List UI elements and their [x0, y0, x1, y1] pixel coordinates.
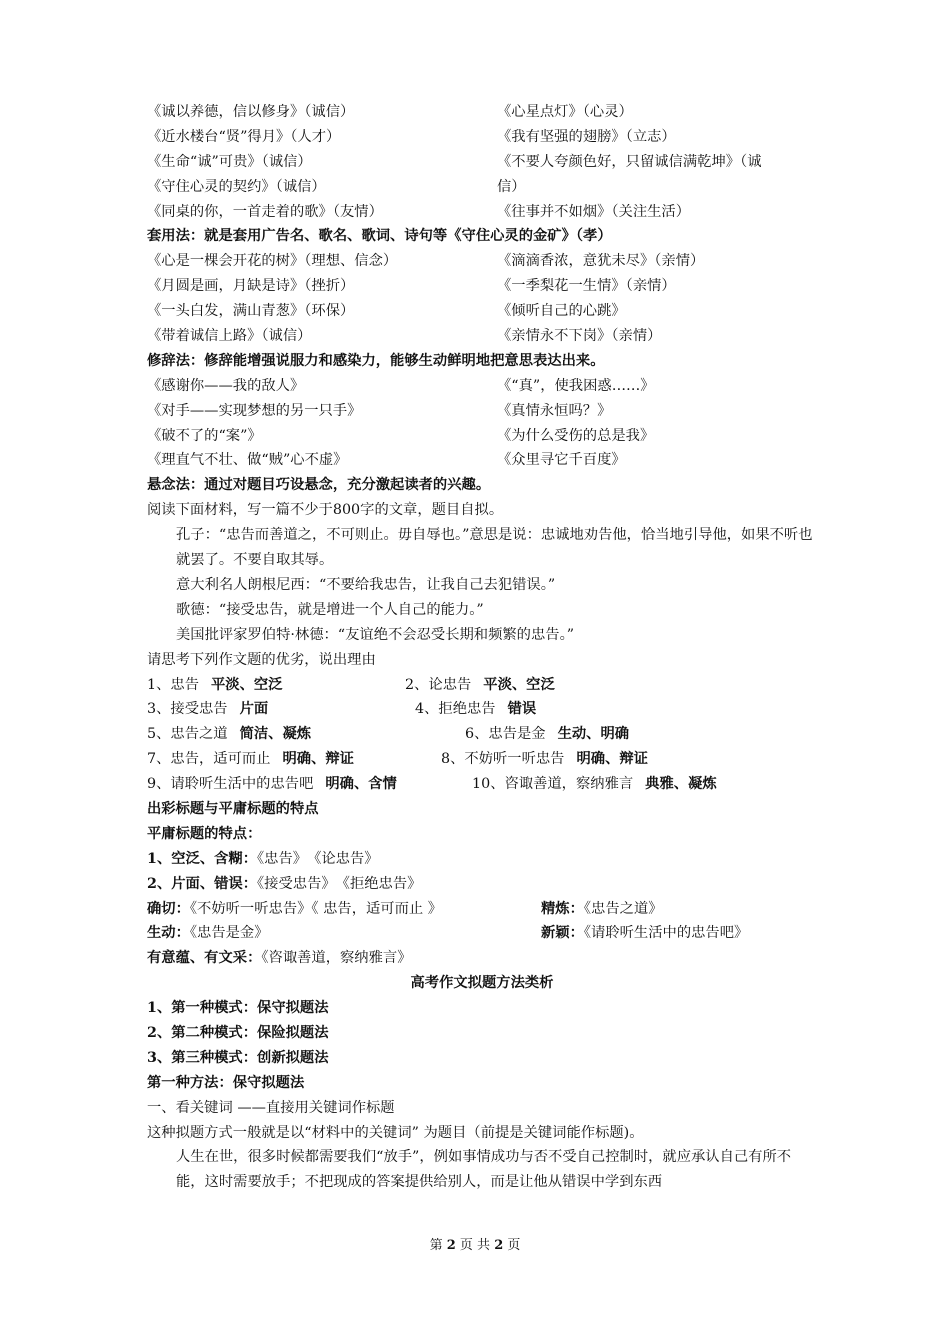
footer-suffix: 页 [503, 1238, 521, 1253]
rating-row [147, 772, 817, 797]
youyiyun-text: 《咨诹善道，察纳雅言》 [261, 950, 412, 967]
rating-cell [147, 722, 465, 747]
quote-lynd: 美国批评家罗伯特·林德：“友谊绝不会忍受长期和频繁的忠告。” [176, 626, 575, 643]
rating-row [147, 673, 817, 698]
mediocre-label: 2、片面、错误： [147, 875, 258, 892]
good-label: 生动： [147, 925, 190, 942]
good-text: 《不妨听一听忠告》《 忠告，适可而止 》 [189, 900, 443, 917]
rating-title: 8、不妨听一听忠告 [441, 751, 565, 768]
rating-row [147, 697, 817, 722]
mediocre-text: 《接受忠告》 《拒绝忠告》 [257, 875, 422, 892]
example-title: 《月圆是画，月缺是诗》（挫折） [147, 278, 355, 295]
good-label: 确切： [147, 900, 190, 917]
rating-title: 7、忠告，适可而止 [147, 751, 271, 768]
mediocre-text: 《忠告》 《论忠告》 [257, 850, 379, 867]
good-label: 精炼： [541, 900, 584, 917]
mode-item: 2、第二种模式：保险拟题法 [147, 1024, 329, 1041]
rating-cell [147, 772, 472, 797]
example-title: 信） [497, 178, 526, 195]
mode-item: 1、第一种模式：保守拟题法 [147, 1000, 329, 1017]
rating-title: 1、忠告 [147, 676, 199, 693]
mediocre-item [147, 872, 817, 897]
example-row [147, 324, 817, 349]
think-prompt: 请思考下列作文题的优劣，说出理由 [147, 651, 376, 668]
method1-sub: 一、看关键词 ——直接用关键词作标题 [147, 1099, 395, 1116]
rating-verdict: 平淡、空泛 [211, 676, 283, 693]
rating-title: 6、忠告是金 [465, 726, 546, 743]
rating-verdict: 明确、辩证 [282, 751, 354, 768]
example-title: 《近水楼台“贤”得月》（人才） [147, 128, 341, 145]
mediocre-item [147, 847, 817, 872]
section-title: 高考作文拟题方法类析 [410, 975, 554, 992]
example-row [147, 274, 817, 299]
method1-paragraph: 人生在世，很多时候都需要我们“放手”，例如事情成功与否不受自己控制时，就应承认自己有所不能，这时需要放手；不把现成的答案提供给别人，而是让他从错误中学到东西 [176, 1149, 792, 1191]
rating-cell [147, 747, 441, 772]
good-text: 《请聆听生活中的忠告吧》 [583, 925, 749, 942]
rating-verdict: 平淡、空泛 [483, 676, 555, 693]
example-title: 《亲情永不下岗》（亲情） [497, 328, 662, 345]
example-title: 《破不了的“案”》 [147, 427, 262, 444]
taoyong-heading: 套用法：就是套用广告名、歌名、歌词、诗句等《守住心灵的金矿》（孝） [147, 228, 612, 245]
quote-confucius: 孔子：“忠告而善道之，不可则止。毋自辱也。”意思是说：忠诚地劝告他，恰当地引导他，如果不听也就罢了。不要自取其辱。 [176, 527, 813, 569]
example-row [147, 150, 817, 175]
rating-title: 10、咨诹善道，察纳雅言 [472, 776, 634, 793]
title-examples-list-1 [147, 100, 817, 224]
example-row [147, 374, 817, 399]
example-title: 《生命“诚”可贵》（诚信） [147, 153, 312, 170]
xuannian-heading: 悬念法：通过对题目巧设悬念，充分激起读者的兴趣。 [147, 477, 491, 494]
example-title: 《带着诚信上路》（诚信） [147, 328, 312, 345]
mediocre-heading: 平庸标题的特点： [147, 825, 262, 842]
rating-verdict: 片面 [239, 701, 269, 718]
rating-title: 5、忠告之道 [147, 726, 228, 743]
rating-row [147, 747, 817, 772]
rating-verdict: 错误 [507, 701, 537, 718]
example-title: 《滴滴香浓，意犹未尽》（亲情） [497, 253, 705, 270]
title-examples-list-3 [147, 374, 817, 474]
footer-prefix: 第 [429, 1238, 447, 1253]
rating-cell [405, 673, 555, 698]
quote-goethe: 歌德：“接受忠告，就是增进一个人自己的能力。” [176, 601, 484, 618]
material-intro: 阅读下面材料，写一篇不少于800字的文章，题目自拟。 [147, 502, 504, 519]
rating-verdict: 典雅、凝炼 [645, 776, 717, 793]
youyiyun-label: 有意蕴、有文采： [147, 950, 262, 967]
example-title: 《心是一棵会开花的树》（理想、信念） [147, 253, 398, 270]
rating-verdict: 明确、含情 [325, 776, 397, 793]
example-title: 《同桌的你，一首走着的歌》（友情） [147, 203, 383, 220]
method1-desc: 这种拟题方式一般就是以“材料中的关键词” 为题目（前提是关键词能作标题)。 [147, 1124, 644, 1141]
rating-title: 2、论忠告 [405, 676, 472, 693]
mode-item: 3、第三种模式：创新拟题法 [147, 1049, 329, 1066]
xiuci-heading: 修辞法：修辞能增强说服力和感染力，能够生动鲜明地把意思表达出来。 [147, 352, 605, 369]
example-title: 《理直气不壮、做“贼”心不虚》 [147, 452, 348, 469]
rating-verdict: 简洁、凝炼 [239, 726, 312, 743]
rating-row [147, 722, 817, 747]
example-title: 《感谢你——我的敌人》 [147, 377, 305, 394]
good-label: 新颖： [541, 925, 584, 942]
example-title: 《我有坚强的翅膀》（立志） [497, 128, 676, 145]
example-title: 《对手——实现梦想的另一只手》 [147, 402, 362, 419]
example-row [147, 249, 817, 274]
rating-cell [147, 697, 415, 722]
title-ratings-list [147, 673, 817, 797]
rating-title: 4、拒绝忠告 [415, 701, 496, 718]
rating-cell [441, 747, 648, 772]
rating-cell [147, 673, 405, 698]
mediocre-label: 1、空泛、含糊： [147, 850, 258, 867]
footer-page-number: 2 [446, 1238, 456, 1253]
rating-cell [465, 722, 629, 747]
example-title: 《心星点灯》（心灵） [497, 104, 633, 120]
example-title: 《为什么受伤的总是我》 [497, 427, 655, 444]
quote-langnisi: 意大利名人朗根尼西：“不要给我忠告，让我自己去犯错误。” [176, 576, 556, 593]
example-title: 《不要人夸颜色好，只留诚信满乾坤》（诚 [497, 153, 762, 170]
example-row [147, 125, 817, 150]
example-title: 《往事并不如烟》（关注生活） [497, 203, 691, 220]
good-text: 《忠告之道》 [583, 900, 663, 917]
example-title: 《众里寻它千百度》 [497, 452, 626, 469]
footer-total-pages: 2 [494, 1238, 504, 1253]
good-title-row [147, 897, 817, 922]
example-row [147, 299, 817, 324]
example-row [147, 175, 817, 200]
example-row [147, 448, 817, 473]
rating-cell [415, 697, 536, 722]
example-title: 《守住心灵的契约》（诚信） [147, 178, 326, 195]
rating-cell [472, 772, 717, 797]
footer-mid: 页 共 [455, 1238, 495, 1253]
rating-verdict: 生动、明确 [557, 726, 630, 743]
page-footer [0, 1234, 950, 1253]
rating-title: 9、请聆听生活中的忠告吧 [147, 776, 314, 793]
example-row [147, 100, 817, 125]
good-title-row [147, 921, 817, 946]
example-title: 《诚以养德，信以修身》（诚信） [147, 104, 355, 120]
document-page [147, 100, 817, 1195]
example-title: 《“真”，使我困惑……》 [497, 377, 655, 394]
rating-verdict: 明确、辩证 [576, 751, 648, 768]
example-title: 《倾听自己的心跳》 [497, 303, 626, 320]
good-text: 《忠告是金》 [189, 925, 269, 942]
example-title: 《一季梨花一生情》（亲情） [497, 278, 676, 295]
title-examples-list-2 [147, 249, 817, 349]
example-row [147, 399, 817, 424]
youyiyun-row [147, 946, 817, 971]
method1-heading: 第一种方法：保守拟题法 [147, 1074, 305, 1091]
example-title: 《一头白发，满山青葱》（环保） [147, 303, 355, 320]
features-heading: 出彩标题与平庸标题的特点 [147, 800, 319, 817]
example-row [147, 200, 817, 225]
example-row [147, 424, 817, 449]
example-title: 《真情永恒吗？》 [497, 402, 612, 419]
rating-title: 3、接受忠告 [147, 701, 228, 718]
